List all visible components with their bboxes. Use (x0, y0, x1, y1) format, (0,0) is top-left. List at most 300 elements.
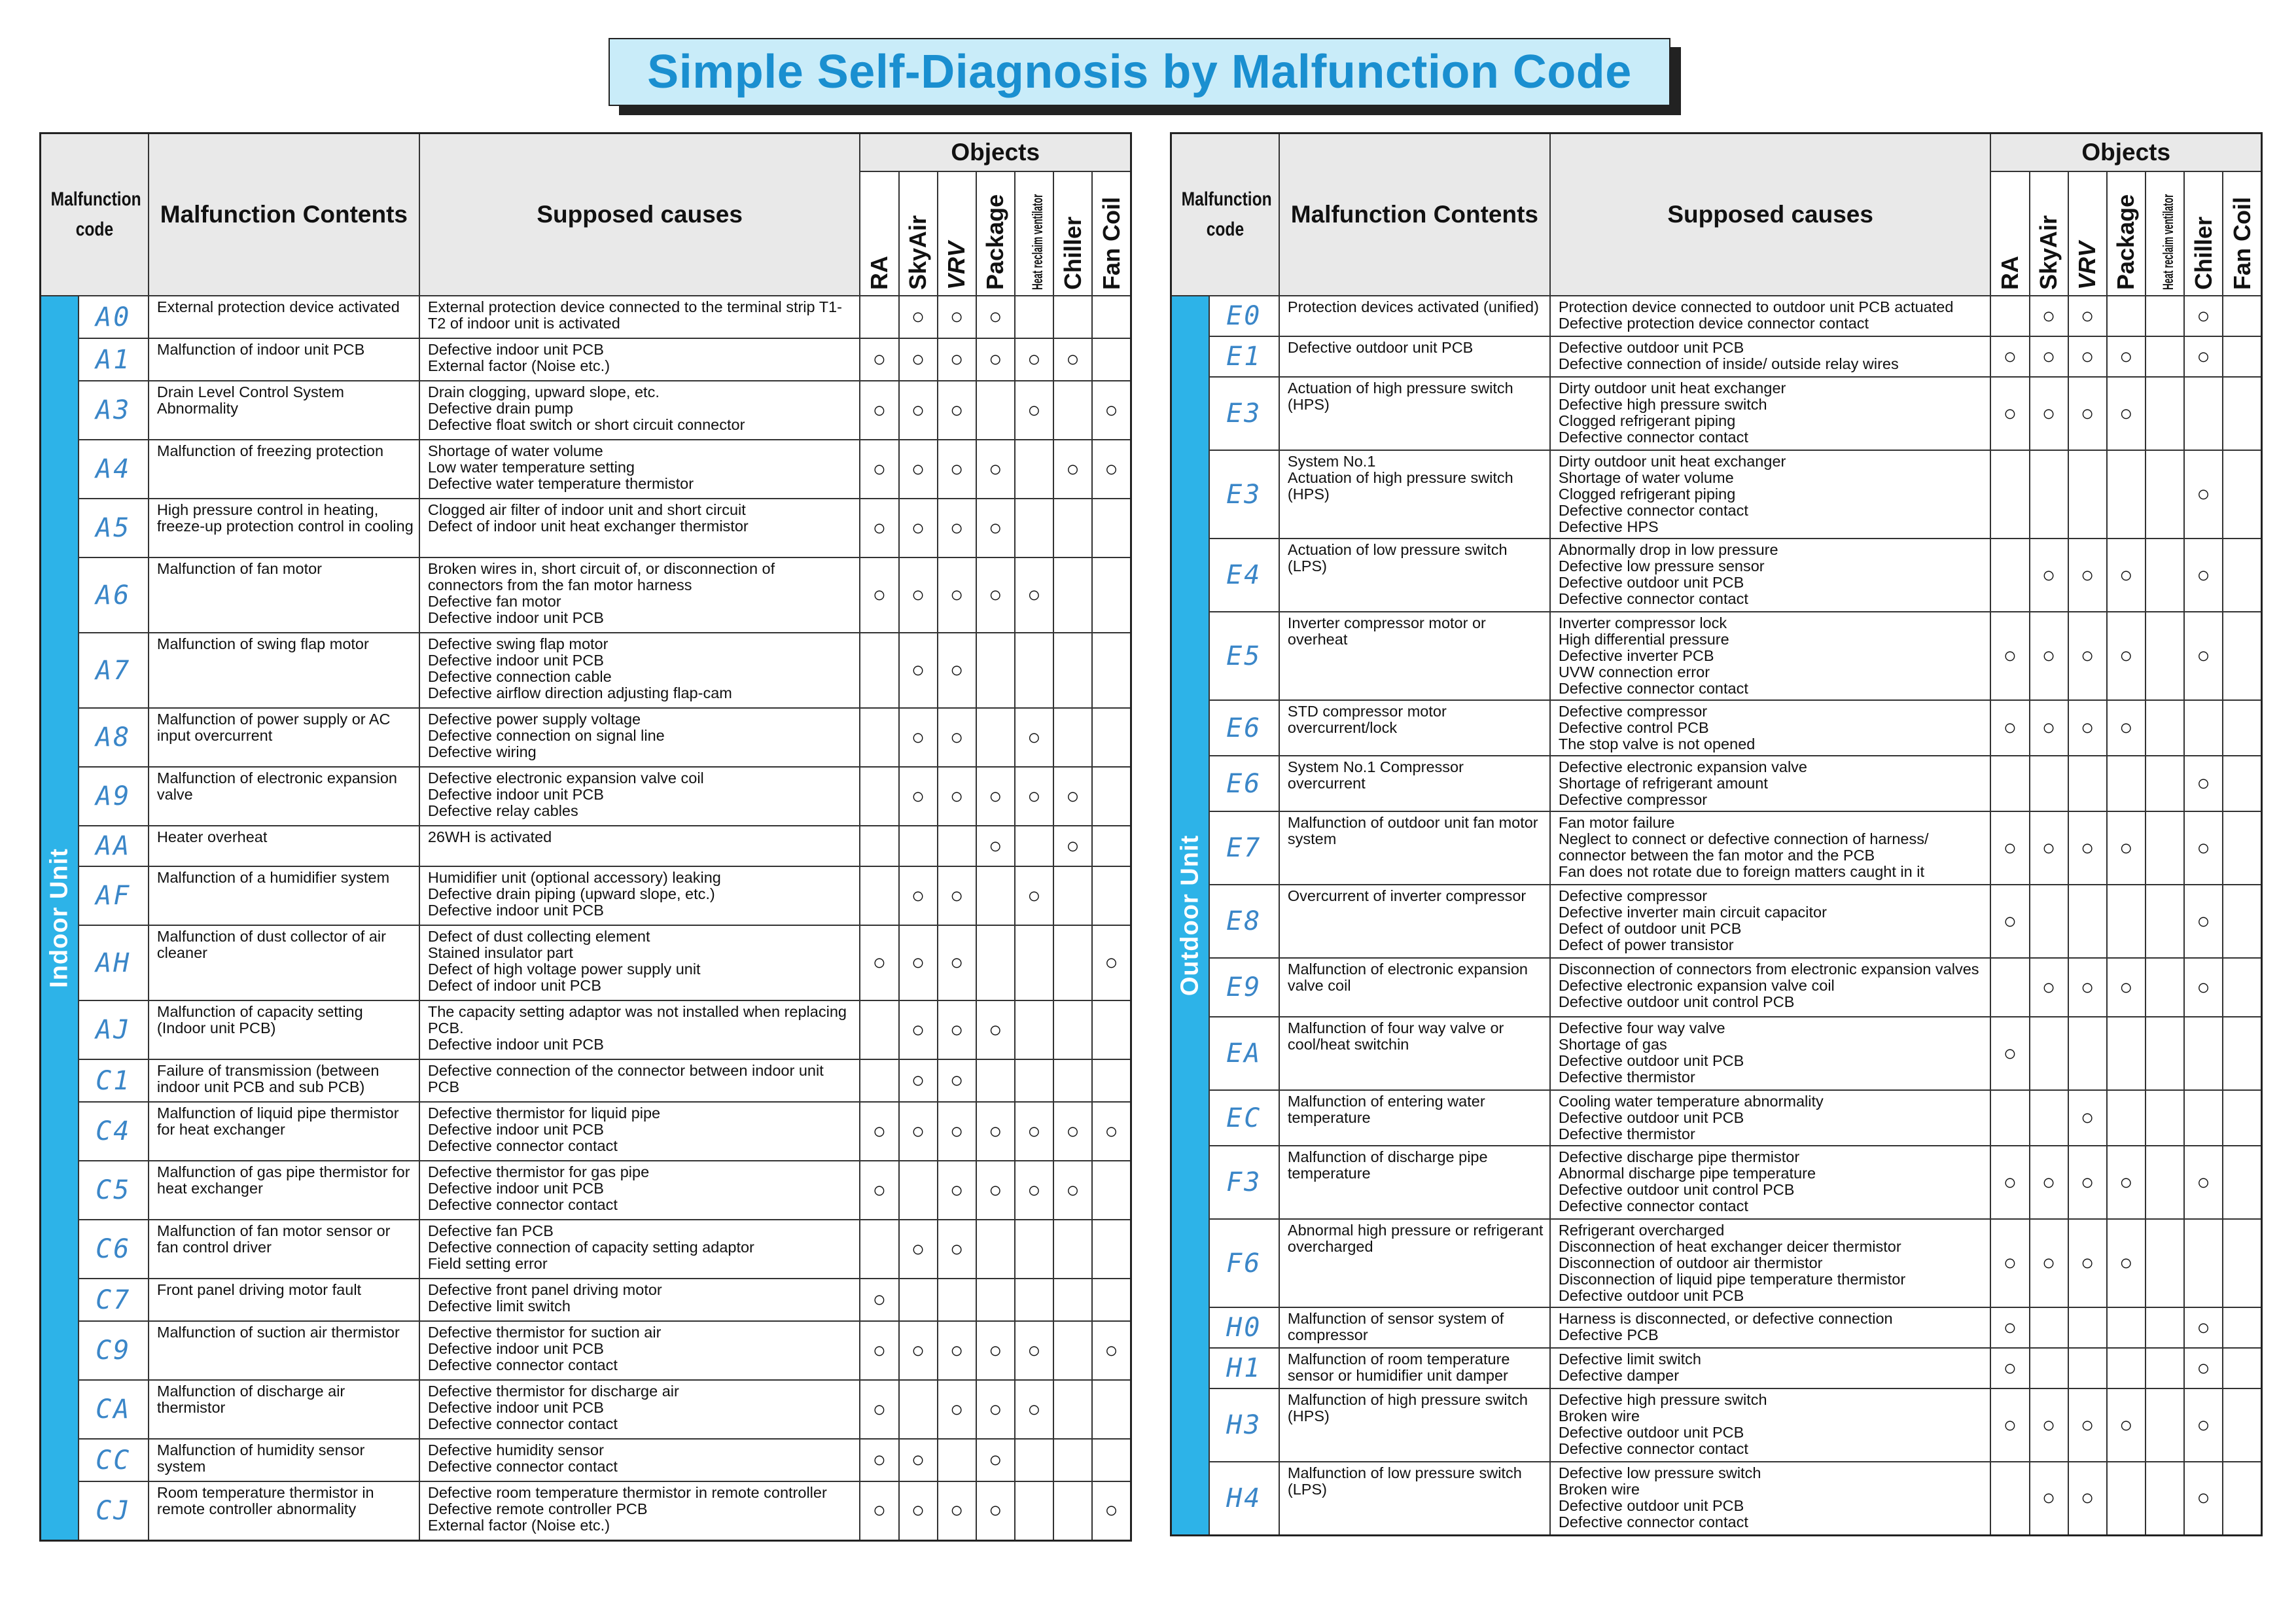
object-mark (2107, 450, 2146, 539)
object-mark (1990, 958, 2029, 1017)
object-mark: ○ (938, 1000, 976, 1059)
malfunction-contents: Malfunction of dust collector of air cleaner (149, 925, 419, 1000)
supposed-causes: Defective electronic expansion valve Shortage of refrigerant amount Defective compressor (1550, 756, 1991, 811)
malfunction-code: A6 (79, 557, 149, 633)
object-mark (2068, 1017, 2107, 1090)
object-mark (2146, 450, 2184, 539)
object-mark: ○ (2184, 539, 2223, 612)
malfunction-contents: Malfunction of low pressure switch (LPS) (1279, 1462, 1550, 1535)
table-row (41, 1279, 1131, 1321)
object-mark: ○ (899, 925, 938, 1000)
object-mark: ○ (1990, 1219, 2029, 1307)
supposed-causes: Defective humidity sensor Defective connector contact (419, 1439, 860, 1481)
object-mark (1015, 925, 1053, 1000)
object-mark: ○ (976, 1439, 1015, 1481)
table-row (41, 925, 1131, 1000)
object-mark (2146, 1307, 2184, 1348)
object-mark (1092, 866, 1131, 925)
object-mark: ○ (1053, 767, 1092, 826)
object-mark (2146, 1146, 2184, 1219)
object-mark: ○ (2107, 1146, 2146, 1219)
malfunction-code: C9 (79, 1321, 149, 1380)
object-mark (1053, 1481, 1092, 1540)
malfunction-code: A1 (79, 338, 149, 381)
object-mark: ○ (976, 767, 1015, 826)
object-mark: ○ (1092, 381, 1131, 440)
object-mark: ○ (1092, 925, 1131, 1000)
supposed-causes: Defective indoor unit PCB External factor (Noise etc.) (419, 338, 860, 381)
object-mark (1053, 296, 1092, 338)
object-mark (2184, 1219, 2223, 1307)
object-mark: ○ (2184, 296, 2223, 336)
object-mark: ○ (2030, 612, 2068, 700)
outdoor-unit-band (1171, 296, 1209, 1535)
supposed-causes: Drain clogging, upward slope, etc. Defective drain pump Defective float switch or short circuit connector (419, 381, 860, 440)
malfunction-contents: High pressure control in heating, freeze-up protection control in cooling (149, 499, 419, 557)
object-mark (2146, 377, 2184, 450)
object-mark (2223, 1146, 2261, 1219)
malfunction-code: CC (79, 1439, 149, 1481)
object-mark (1015, 499, 1053, 557)
object-mark: ○ (2030, 1462, 2068, 1535)
malfunction-code: H0 (1209, 1307, 1279, 1348)
malfunction-code: E6 (1209, 700, 1279, 756)
object-mark: ○ (860, 557, 898, 633)
object-mark: ○ (899, 499, 938, 557)
object-mark: ○ (1990, 612, 2029, 700)
object-mark (1092, 1380, 1131, 1439)
object-mark (1053, 499, 1092, 557)
malfunction-code: E4 (1209, 539, 1279, 612)
object-mark (976, 925, 1015, 1000)
table-row (1171, 885, 2262, 958)
object-mark: ○ (2068, 296, 2107, 336)
object-mark (1015, 1000, 1053, 1059)
supposed-causes: Abnormally drop in low pressure Defective low pressure sensor Defective outdoor unit PCB Defective connector contact (1550, 539, 1991, 612)
object-mark (2223, 811, 2261, 885)
object-mark (2146, 539, 2184, 612)
object-mark (976, 1279, 1015, 1321)
object-mark: ○ (899, 557, 938, 633)
malfunction-code: A5 (79, 499, 149, 557)
table-row (1171, 1219, 2262, 1307)
object-mark (976, 1059, 1015, 1102)
malfunction-contents: System No.1 Compressor overcurrent (1279, 756, 1550, 811)
object-mark (1990, 1462, 2029, 1535)
supposed-causes: Defective limit switch Defective damper (1550, 1348, 1991, 1388)
supposed-causes: Shortage of water volume Low water temperature setting Defective water temperature thermistor (419, 440, 860, 499)
object-mark (1015, 1279, 1053, 1321)
supposed-causes: External protection device connected to the terminal strip T1-T2 of indoor unit is activated (419, 296, 860, 338)
object-mark (2223, 539, 2261, 612)
malfunction-code: CJ (79, 1481, 149, 1540)
supposed-causes: Harness is disconnected, or defective connection Defective PCB (1550, 1307, 1991, 1348)
object-mark: ○ (976, 1102, 1015, 1161)
table-row (41, 499, 1131, 557)
table-row (41, 296, 1131, 338)
object-mark: ○ (1092, 440, 1131, 499)
malfunction-contents: Malfunction of room temperature sensor or humidifier unit damper (1279, 1348, 1550, 1388)
object-mark (1092, 338, 1131, 381)
indoor-rows (41, 296, 1131, 1540)
malfunction-code: AH (79, 925, 149, 1000)
object-mark (2223, 958, 2261, 1017)
header-object-chiller: Chiller (1053, 171, 1092, 296)
object-mark: ○ (938, 1380, 976, 1439)
malfunction-contents: External protection device activated (149, 296, 419, 338)
object-mark: ○ (976, 338, 1015, 381)
table-row (41, 557, 1131, 633)
malfunction-code: A8 (79, 708, 149, 767)
malfunction-code: AF (79, 866, 149, 925)
object-mark: ○ (1990, 377, 2029, 450)
supposed-causes: Defective compressor Defective control PCB The stop valve is not opened (1550, 700, 1991, 756)
object-mark: ○ (2184, 612, 2223, 700)
header-object-fan-coil: Fan Coil (2223, 171, 2261, 296)
malfunction-code: AJ (79, 1000, 149, 1059)
malfunction-contents: Protection devices activated (unified) (1279, 296, 1550, 336)
page-title: Simple Self-Diagnosis by Malfunction Code (647, 46, 1632, 98)
malfunction-code: F6 (1209, 1219, 1279, 1307)
object-mark (2223, 336, 2261, 377)
indoor-unit-band (41, 296, 79, 1540)
table-row (1171, 1146, 2262, 1219)
object-mark (860, 296, 898, 338)
object-mark (860, 1000, 898, 1059)
malfunction-contents: Malfunction of humidity sensor system (149, 1439, 419, 1481)
object-mark (1092, 499, 1131, 557)
header-objects: Objects (860, 133, 1131, 172)
object-mark: ○ (860, 1279, 898, 1321)
table-row (1171, 377, 2262, 450)
object-mark (2030, 1307, 2068, 1348)
title-banner (609, 38, 1670, 106)
table-row (41, 1059, 1131, 1102)
object-mark: ○ (938, 338, 976, 381)
object-mark (2068, 450, 2107, 539)
object-mark (1053, 1000, 1092, 1059)
object-mark: ○ (976, 1321, 1015, 1380)
object-mark: ○ (860, 381, 898, 440)
title-box (609, 38, 1670, 106)
object-mark: ○ (899, 440, 938, 499)
malfunction-contents: Front panel driving motor fault (149, 1279, 419, 1321)
object-mark: ○ (2184, 756, 2223, 811)
object-mark: ○ (1990, 1307, 2029, 1348)
object-mark (2107, 1307, 2146, 1348)
object-mark (1092, 557, 1131, 633)
object-mark (2223, 377, 2261, 450)
object-mark (2146, 336, 2184, 377)
object-mark: ○ (860, 1481, 898, 1540)
object-mark: ○ (860, 925, 898, 1000)
object-mark: ○ (2030, 1146, 2068, 1219)
supposed-causes: 26WH is activated (419, 826, 860, 866)
malfunction-contents: Malfunction of fan motor sensor or fan control driver (149, 1220, 419, 1279)
object-mark: ○ (1015, 1321, 1053, 1380)
header-object-vrv: VRV (938, 171, 976, 296)
object-mark: ○ (2068, 1462, 2107, 1535)
object-mark (860, 826, 898, 866)
object-mark: ○ (2030, 296, 2068, 336)
object-mark (2107, 1090, 2146, 1146)
object-mark: ○ (976, 1380, 1015, 1439)
object-mark: ○ (1092, 1321, 1131, 1380)
malfunction-contents: Malfunction of fan motor (149, 557, 419, 633)
object-mark: ○ (899, 381, 938, 440)
malfunction-contents: Malfunction of sensor system of compressor (1279, 1307, 1550, 1348)
object-mark: ○ (938, 1059, 976, 1102)
table-row (1171, 336, 2262, 377)
object-mark (899, 1279, 938, 1321)
object-mark: ○ (1990, 336, 2029, 377)
object-mark: ○ (2068, 958, 2107, 1017)
object-mark (2107, 1017, 2146, 1090)
object-mark (2146, 700, 2184, 756)
malfunction-contents: Malfunction of electronic expansion valve coil (1279, 958, 1550, 1017)
object-mark (2030, 1348, 2068, 1388)
malfunction-code: E3 (1209, 450, 1279, 539)
object-mark (2030, 885, 2068, 958)
table-row (1171, 450, 2262, 539)
object-mark: ○ (976, 499, 1015, 557)
malfunction-contents: Malfunction of high pressure switch (HPS) (1279, 1388, 1550, 1462)
header-object-chiller: Chiller (2184, 171, 2223, 296)
object-mark (2030, 1090, 2068, 1146)
object-mark: ○ (2184, 885, 2223, 958)
object-mark: ○ (2068, 811, 2107, 885)
outdoor-unit-band-label: Outdoor Unit (1176, 834, 1204, 996)
object-mark (860, 1220, 898, 1279)
object-mark: ○ (976, 1000, 1015, 1059)
malfunction-contents: Malfunction of liquid pipe thermistor for heat exchanger (149, 1102, 419, 1161)
supposed-causes: Broken wires in, short circuit of, or disconnection of connectors from the fan motor harness Defective fan motor Defective indoor unit PCB (419, 557, 860, 633)
object-mark: ○ (2107, 958, 2146, 1017)
header-object-package: Package (2107, 171, 2146, 296)
object-mark (1092, 1279, 1131, 1321)
object-mark (1990, 296, 2029, 336)
table-row (1171, 958, 2262, 1017)
object-mark: ○ (938, 440, 976, 499)
malfunction-contents: Inverter compressor motor or overheat (1279, 612, 1550, 700)
malfunction-contents: Malfunction of electronic expansion valve (149, 767, 419, 826)
object-mark: ○ (2030, 377, 2068, 450)
object-mark (1053, 1279, 1092, 1321)
object-mark: ○ (938, 1220, 976, 1279)
object-mark: ○ (860, 338, 898, 381)
malfunction-contents: Malfunction of four way valve or cool/heat switchin (1279, 1017, 1550, 1090)
object-mark (1092, 767, 1131, 826)
object-mark: ○ (938, 1481, 976, 1540)
object-mark: ○ (976, 1481, 1015, 1540)
object-mark: ○ (860, 440, 898, 499)
object-mark: ○ (899, 1102, 938, 1161)
object-mark (1092, 708, 1131, 767)
object-mark: ○ (1015, 708, 1053, 767)
object-mark: ○ (899, 708, 938, 767)
object-mark: ○ (2184, 1462, 2223, 1535)
object-mark (2223, 756, 2261, 811)
malfunction-contents: Room temperature thermistor in remote controller abnormality (149, 1481, 419, 1540)
object-mark (1092, 1439, 1131, 1481)
table-row (1171, 1348, 2262, 1388)
object-mark: ○ (976, 296, 1015, 338)
object-mark: ○ (2107, 336, 2146, 377)
table-row (1171, 1388, 2262, 1462)
table-row (41, 1000, 1131, 1059)
malfunction-contents: Heater overheat (149, 826, 419, 866)
object-mark (1053, 633, 1092, 708)
table-row (41, 708, 1131, 767)
object-mark (899, 1161, 938, 1220)
object-mark (1092, 1161, 1131, 1220)
object-mark (1092, 296, 1131, 338)
table-row (1171, 700, 2262, 756)
object-mark: ○ (1015, 1380, 1053, 1439)
object-mark: ○ (899, 1220, 938, 1279)
object-mark (2068, 756, 2107, 811)
header-malfunction-code: Malfunction code (1171, 133, 1279, 296)
object-mark (1053, 1321, 1092, 1380)
malfunction-code: A9 (79, 767, 149, 826)
object-mark (976, 1220, 1015, 1279)
malfunction-code: E7 (1209, 811, 1279, 885)
object-mark: ○ (2068, 700, 2107, 756)
object-mark: ○ (899, 1481, 938, 1540)
table-row (41, 1380, 1131, 1439)
object-mark (2068, 885, 2107, 958)
malfunction-code: E9 (1209, 958, 1279, 1017)
malfunction-code: E6 (1209, 756, 1279, 811)
header-object-skyair: SkyAir (899, 171, 938, 296)
object-mark (2107, 756, 2146, 811)
header-object-ra: RA (860, 171, 898, 296)
object-mark: ○ (938, 296, 976, 338)
table-row (41, 1161, 1131, 1220)
table-row (1171, 1462, 2262, 1535)
object-mark (2223, 296, 2261, 336)
object-mark (1015, 296, 1053, 338)
malfunction-contents: Defective outdoor unit PCB (1279, 336, 1550, 377)
header-objects: Objects (1990, 133, 2261, 172)
object-mark (899, 1380, 938, 1439)
malfunction-contents: Abnormal high pressure or refrigerant overcharged (1279, 1219, 1550, 1307)
object-mark (2146, 1219, 2184, 1307)
object-mark (2184, 377, 2223, 450)
object-mark: ○ (2107, 1388, 2146, 1462)
table-row (1171, 539, 2262, 612)
object-mark: ○ (899, 866, 938, 925)
object-mark (1015, 1439, 1053, 1481)
outdoor-unit-table (1170, 132, 2263, 1536)
malfunction-code: A3 (79, 381, 149, 440)
header-object-ra: RA (1990, 171, 2029, 296)
malfunction-code: E8 (1209, 885, 1279, 958)
malfunction-contents: Malfunction of discharge pipe temperature (1279, 1146, 1550, 1219)
malfunction-code: H3 (1209, 1388, 1279, 1462)
object-mark (2184, 700, 2223, 756)
object-mark: ○ (938, 708, 976, 767)
table-row (1171, 1090, 2262, 1146)
supposed-causes: Humidifier unit (optional accessory) leaking Defective drain piping (upward slope, etc.) Defective indoor unit PCB (419, 866, 860, 925)
object-mark (2107, 1348, 2146, 1388)
malfunction-contents: STD compressor motor overcurrent/lock (1279, 700, 1550, 756)
object-mark: ○ (976, 440, 1015, 499)
object-mark: ○ (2030, 811, 2068, 885)
table-row (41, 1439, 1131, 1481)
supposed-causes: Defective thermistor for liquid pipe Defective indoor unit PCB Defective connector contact (419, 1102, 860, 1161)
malfunction-code: C7 (79, 1279, 149, 1321)
object-mark: ○ (1015, 338, 1053, 381)
malfunction-code: EC (1209, 1090, 1279, 1146)
object-mark (1053, 1059, 1092, 1102)
table-row (1171, 811, 2262, 885)
object-mark: ○ (938, 1102, 976, 1161)
supposed-causes: The capacity setting adaptor was not installed when replacing PCB. Defective indoor unit PCB (419, 1000, 860, 1059)
malfunction-code: E3 (1209, 377, 1279, 450)
object-mark: ○ (976, 1161, 1015, 1220)
object-mark (2146, 612, 2184, 700)
object-mark: ○ (899, 1059, 938, 1102)
object-mark: ○ (2068, 1388, 2107, 1462)
object-mark (2223, 1017, 2261, 1090)
malfunction-contents: Malfunction of swing flap motor (149, 633, 419, 708)
table-row (1171, 756, 2262, 811)
object-mark: ○ (1015, 767, 1053, 826)
malfunction-code: C4 (79, 1102, 149, 1161)
object-mark: ○ (1092, 1481, 1131, 1540)
malfunction-code: CA (79, 1380, 149, 1439)
object-mark: ○ (938, 381, 976, 440)
malfunction-code: C1 (79, 1059, 149, 1102)
object-mark (2223, 1219, 2261, 1307)
object-mark (2223, 1307, 2261, 1348)
malfunction-code: A7 (79, 633, 149, 708)
object-mark: ○ (1015, 557, 1053, 633)
object-mark (2068, 1348, 2107, 1388)
object-mark: ○ (860, 1102, 898, 1161)
object-mark: ○ (938, 866, 976, 925)
supposed-causes: Defective compressor Defective inverter main circuit capacitor Defect of outdoor unit PCB Defect of power transistor (1550, 885, 1991, 958)
object-mark: ○ (1053, 1161, 1092, 1220)
object-mark (1015, 826, 1053, 866)
object-mark: ○ (938, 767, 976, 826)
object-mark: ○ (899, 296, 938, 338)
object-mark: ○ (2030, 336, 2068, 377)
table-row (41, 1321, 1131, 1380)
object-mark: ○ (2107, 811, 2146, 885)
header-malfunction-contents: Malfunction Contents (1279, 133, 1550, 296)
object-mark: ○ (2184, 336, 2223, 377)
indoor-unit-band-label: Indoor Unit (45, 847, 73, 988)
object-mark (1053, 1439, 1092, 1481)
supposed-causes: Defective electronic expansion valve coil Defective indoor unit PCB Defective relay cables (419, 767, 860, 826)
object-mark: ○ (2030, 539, 2068, 612)
malfunction-code: H4 (1209, 1462, 1279, 1535)
malfunction-contents: Actuation of low pressure switch (LPS) (1279, 539, 1550, 612)
header-supposed-causes: Supposed causes (1550, 133, 1991, 296)
header-object-package: Package (976, 171, 1015, 296)
header-malfunction-contents: Malfunction Contents (149, 133, 419, 296)
object-mark: ○ (1990, 1388, 2029, 1462)
object-mark: ○ (899, 633, 938, 708)
table-row (41, 1220, 1131, 1279)
object-mark: ○ (938, 1161, 976, 1220)
object-mark: ○ (2030, 958, 2068, 1017)
object-mark: ○ (2107, 1219, 2146, 1307)
object-mark (1990, 1090, 2029, 1146)
object-mark (2146, 885, 2184, 958)
